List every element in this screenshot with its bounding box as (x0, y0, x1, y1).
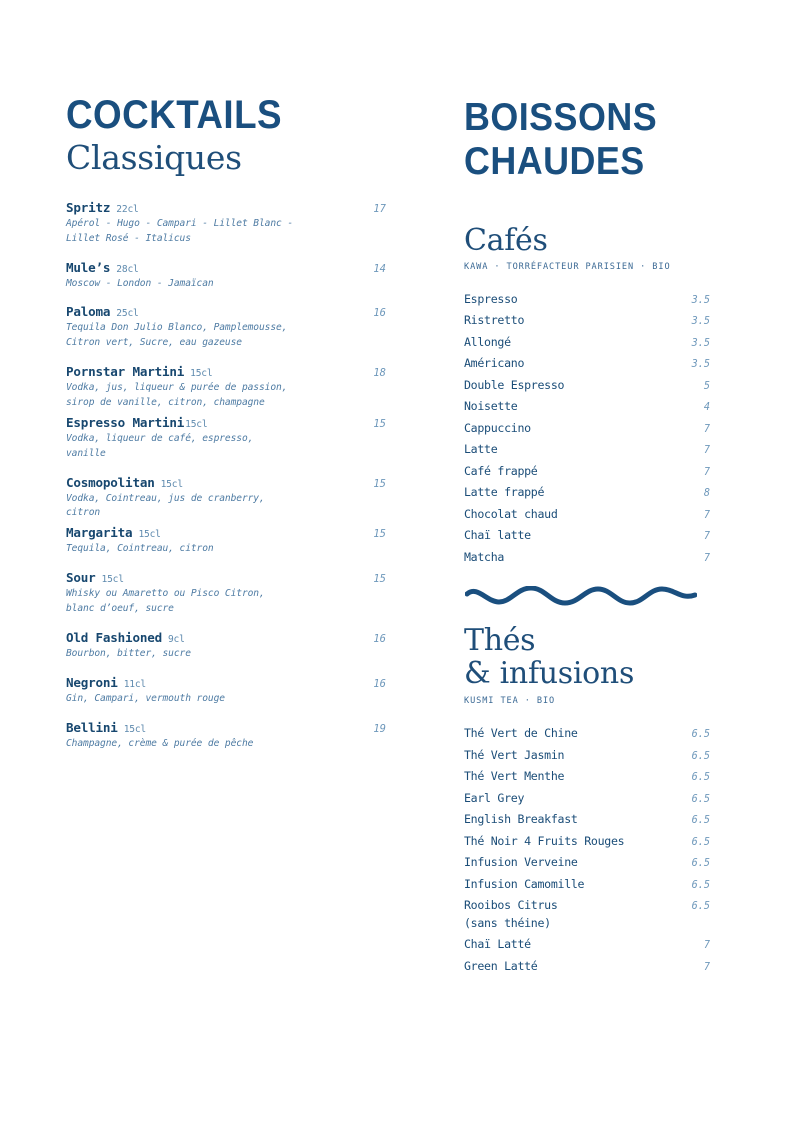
cocktail-item-spritz (66, 200, 386, 247)
drink-name: Ristretto (464, 313, 525, 328)
cafes-caption: KAWA · TORRÉFACTEUR PARISIEN · BIO (464, 261, 671, 272)
cocktail-description: Vodka, jus, liqueur & purée de passion, sirop de vanille, citron, champagne (66, 382, 288, 408)
cocktail-price: 15 (373, 528, 386, 541)
cocktail-item-paloma (66, 304, 386, 351)
drink-name: Matcha (464, 549, 505, 564)
cocktail-volume: 25cl (116, 308, 139, 320)
cocktail-price: 15 (373, 573, 386, 586)
cocktail-head (66, 675, 386, 690)
drink-price: 7 (703, 423, 710, 435)
hot-drinks-title-line1: BOISSONS (464, 96, 658, 139)
cocktail-description: Vodka, Cointreau, jus de cranberry, citron (66, 492, 265, 519)
drink-name: Latte (464, 442, 498, 457)
drink-name: Green Latté (464, 958, 538, 973)
drink-price: 6.5 (691, 750, 710, 762)
cocktail-description: Champagne, crème & purée de pêche (66, 737, 254, 749)
drink-name: Rooibos Citrus (464, 898, 558, 913)
cocktails-list (66, 200, 386, 752)
drink-price: 3.5 (691, 337, 710, 349)
drink-price: 5 (703, 380, 710, 392)
drink-name: Infusion Camomille (464, 876, 585, 891)
drink-name: Latte frappé (464, 485, 545, 500)
cocktail-head (66, 200, 386, 215)
cocktail-description: Vodka, liqueur de café, espresso, vanille (66, 432, 254, 459)
cocktail-price: 19 (373, 722, 386, 735)
drink-name: Thé Vert de Chine (464, 726, 578, 741)
cocktail-name-group (66, 675, 146, 690)
cocktail-name-group (66, 304, 139, 319)
drink-price: 6.5 (691, 858, 710, 870)
cocktail-name: Old Fashioned (66, 629, 162, 645)
cocktail-head (66, 630, 386, 645)
cocktail-name: Sour (66, 570, 96, 586)
drink-name: (sans théine) (464, 915, 551, 930)
cocktail-price: 16 (373, 677, 386, 690)
drink-row (464, 464, 710, 478)
cocktail-item-sour (66, 570, 386, 617)
drink-price: 6.5 (691, 772, 710, 784)
drink-price: 6.5 (691, 729, 710, 741)
cocktail-name: Cosmopolitan (66, 474, 155, 490)
cocktail-name: Paloma (66, 304, 111, 320)
drink-row (464, 726, 710, 740)
thes-section (464, 624, 712, 973)
drink-price: 6.5 (691, 815, 710, 827)
drink-price: 6.5 (691, 901, 710, 913)
drink-row-subnote (464, 916, 710, 930)
hot-drinks-column (464, 96, 712, 980)
cocktail-price: 15 (373, 477, 386, 490)
drink-row (464, 748, 710, 762)
cocktail-name-group (66, 720, 146, 735)
drink-price: 6.5 (691, 836, 710, 848)
cocktail-volume: 15cl (185, 418, 208, 430)
drink-row (464, 812, 710, 826)
cocktail-volume: 11cl (123, 678, 146, 690)
thes-list (464, 726, 712, 973)
cocktail-name: Negroni (66, 674, 118, 690)
cocktail-head (66, 525, 386, 540)
cocktail-name: Spritz (66, 199, 111, 215)
drink-row (464, 855, 710, 869)
drink-row (464, 335, 710, 349)
drink-row (464, 292, 710, 306)
cafes-heading: Cafés (464, 223, 548, 259)
thes-caption: KUSMI TEA · BIO (464, 696, 556, 707)
thes-heading (464, 624, 712, 691)
drink-name: Thé Vert Menthe (464, 769, 565, 784)
drink-name: Cappuccino (464, 420, 531, 435)
drink-row (464, 550, 710, 564)
cocktail-description: Tequila Don Julio Blanco, Pamplemousse, Citron vert, Sucre, eau gazeuse (66, 322, 288, 349)
drink-row (464, 791, 710, 805)
cocktail-item-pornstar-martini (66, 364, 386, 411)
cocktail-volume: 15cl (160, 478, 183, 490)
drink-name: Américano (464, 356, 525, 371)
drink-row (464, 959, 710, 973)
drink-name: Double Espresso (464, 377, 565, 392)
drink-row (464, 313, 710, 327)
drink-price: 7 (703, 961, 710, 973)
drink-name: Café frappé (464, 463, 538, 478)
cocktail-price: 15 (373, 417, 386, 430)
drink-price: 4 (703, 402, 710, 414)
cocktails-title: COCKTAILS (66, 93, 283, 137)
cocktail-price: 16 (373, 307, 386, 320)
drink-price: 8 (703, 488, 710, 500)
cocktail-head (66, 720, 386, 735)
cocktail-name-group (66, 475, 183, 490)
cocktail-name-group (66, 525, 161, 540)
cocktail-name-group (66, 364, 212, 379)
cocktails-column (66, 93, 386, 764)
cocktail-name-group (66, 570, 124, 585)
drink-name: Thé Vert Jasmin (464, 747, 565, 762)
drink-row (464, 937, 710, 951)
cocktail-name-group (66, 260, 139, 275)
cocktail-name: Bellini (66, 719, 118, 735)
cocktail-item-bellini (66, 720, 386, 752)
cocktail-volume: 15cl (101, 574, 124, 586)
cocktail-name: Mule’s (66, 259, 111, 275)
drink-price: 7 (703, 940, 710, 952)
drink-row (464, 442, 710, 456)
cocktail-price: 17 (373, 202, 386, 215)
drink-name: Chocolat chaud (464, 506, 558, 521)
cocktail-name: Pornstar Martini (66, 364, 185, 380)
cafes-section (464, 225, 712, 564)
cocktail-volume: 15cl (190, 368, 213, 380)
cocktail-volume: 15cl (123, 723, 146, 735)
cocktail-price: 16 (373, 632, 386, 645)
drink-row (464, 485, 710, 499)
drink-row (464, 399, 710, 413)
cocktail-name-group (66, 200, 139, 215)
cocktail-description: Apérol - Hugo - Campari - Lillet Blanc - Lillet Rosé - Italicus (66, 217, 294, 244)
drink-name: Earl Grey (464, 790, 525, 805)
thes-heading-line2: & infusions (464, 656, 635, 692)
drink-row (464, 507, 710, 521)
cocktail-head (66, 304, 386, 319)
cocktail-item-margarita (66, 525, 386, 557)
cocktail-item-negroni (66, 675, 386, 707)
cocktail-head (66, 475, 386, 490)
drink-name: English Breakfast (464, 812, 578, 827)
cocktail-description: Moscow - London - Jamaïcan (66, 277, 214, 289)
drink-name: Chaï latte (464, 528, 531, 543)
cocktail-head (66, 415, 386, 430)
hot-drinks-title (464, 96, 692, 183)
drink-name: Chaï Latté (464, 937, 531, 952)
drink-price: 7 (703, 552, 710, 564)
cocktail-item-espresso-martini (66, 415, 386, 462)
cocktail-price: 18 (373, 367, 386, 380)
thes-heading-line1: Thés (464, 622, 536, 658)
drink-price: 6.5 (691, 879, 710, 891)
cocktail-volume: 22cl (116, 203, 139, 215)
cocktail-name: Margarita (66, 525, 133, 541)
drink-row (464, 421, 710, 435)
cocktail-item-cosmopolitan (66, 475, 386, 522)
drink-row (464, 356, 710, 370)
drink-name: Allongé (464, 334, 511, 349)
drink-price: 6.5 (691, 793, 710, 805)
cocktail-description: Whisky ou Amaretto ou Pisco Citron, blanc d’oeuf, sucre (66, 588, 265, 614)
cocktail-description: Gin, Campari, vermouth rouge (66, 692, 225, 704)
drink-row (464, 769, 710, 783)
drink-name: Noisette (464, 399, 518, 414)
cafes-list (464, 292, 712, 564)
drink-price: 3.5 (691, 359, 710, 371)
drink-row (464, 528, 710, 542)
cocktail-item-old-fashioned (66, 630, 386, 662)
cocktail-head (66, 364, 386, 379)
cocktails-subtitle: Classiques (66, 138, 242, 178)
cocktail-name: Espresso Martini (66, 414, 185, 430)
drink-row (464, 898, 710, 912)
drink-name: Espresso (464, 291, 518, 306)
wave-divider-icon (465, 586, 697, 610)
cocktail-price: 14 (373, 262, 386, 275)
drink-price: 7 (703, 466, 710, 478)
cocktail-head (66, 260, 386, 275)
cocktail-volume: 15cl (138, 529, 161, 541)
cocktail-description: Bourbon, bitter, sucre (66, 647, 191, 659)
cocktail-item-mules (66, 260, 386, 292)
drink-name: Infusion Verveine (464, 855, 578, 870)
drink-row (464, 877, 710, 891)
drink-price: 3.5 (691, 316, 710, 328)
drink-name: Thé Noir 4 Fruits Rouges (464, 833, 625, 848)
cocktail-volume: 9cl (167, 633, 185, 645)
drink-price: 3.5 (691, 294, 710, 306)
cocktail-name-group (66, 630, 185, 645)
drink-price: 7 (703, 445, 710, 457)
drink-row (464, 834, 710, 848)
drink-price: 7 (703, 509, 710, 521)
hot-drinks-title-line2: CHAUDES (464, 139, 645, 183)
cocktail-volume: 28cl (116, 263, 139, 275)
cocktail-description: Tequila, Cointreau, citron (66, 543, 214, 555)
drink-price: 7 (703, 531, 710, 543)
cocktail-name-group (66, 415, 207, 430)
cocktail-head (66, 570, 386, 585)
drink-row (464, 378, 710, 392)
